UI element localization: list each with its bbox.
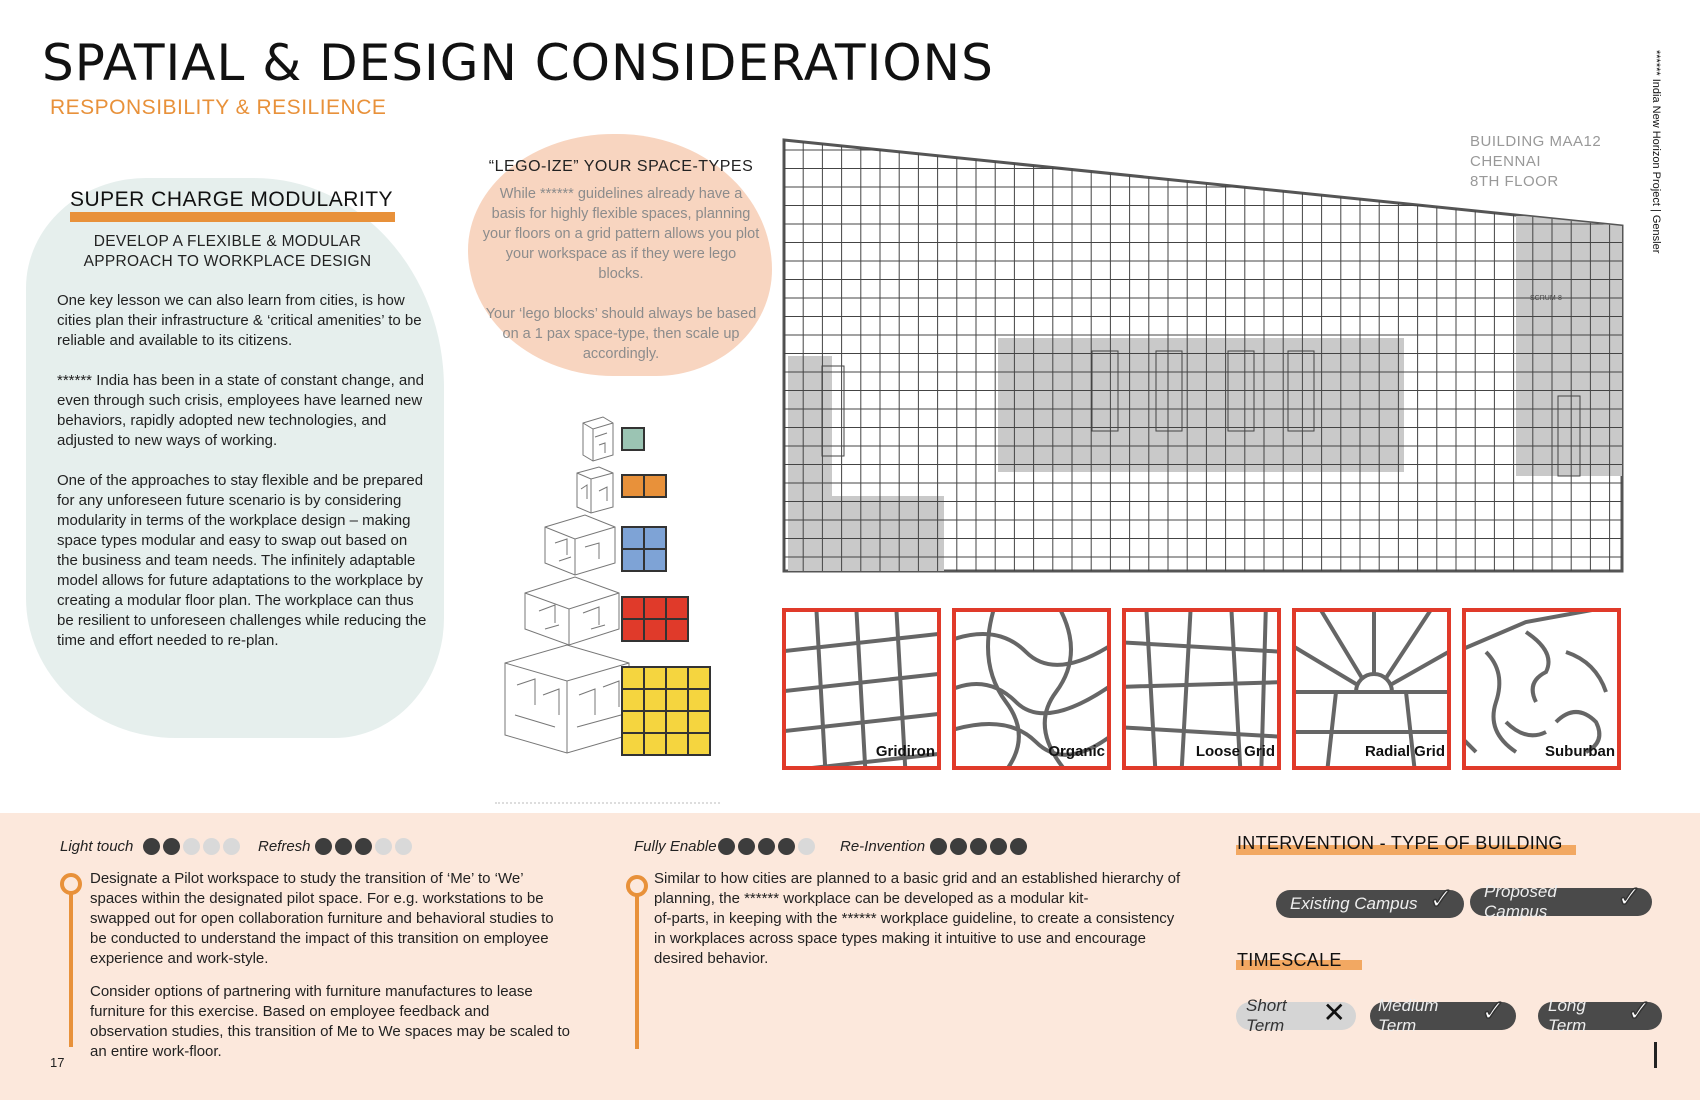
dot-filled (143, 838, 160, 855)
lego-cell (622, 667, 644, 689)
lego-cell (688, 689, 710, 711)
lego-cell (688, 733, 710, 755)
dot-filled (990, 838, 1007, 855)
proposed-campus-label: Proposed Campus (1484, 882, 1557, 921)
dot-filled (335, 838, 352, 855)
pattern-suburban (1462, 608, 1621, 770)
scale-refresh-dots (315, 838, 412, 855)
lego-cell (666, 711, 688, 733)
lego-block-6pax (621, 596, 689, 642)
lego-cell (644, 527, 666, 549)
core-shade (998, 338, 1404, 472)
scale-reinvention-dots (930, 838, 1027, 855)
check-icon: ✓ (1480, 995, 1506, 1028)
scale-fully-enable-dots (718, 838, 815, 855)
dot-filled (970, 838, 987, 855)
timescale-heading: TIMESCALE (1237, 950, 1342, 970)
pattern-label-loose-grid: Loose Grid (1195, 743, 1275, 760)
pattern-label-radial-grid: Radial Grid (1364, 743, 1445, 760)
timeline-right-circle (626, 875, 648, 897)
page-number: 17 (50, 1055, 65, 1070)
dot-empty (223, 838, 240, 855)
lego-body: While ****** guidelines already have a basis for highly flexible spaces, planning your floors on a grid pattern allows you plot your workspace as if they were lego blocks. Your ‘lego blocks’ should always be based on a 1 pax space-type, then scale up accordingly. (482, 186, 760, 362)
lego-cell (666, 689, 688, 711)
page-bar (1654, 1042, 1657, 1068)
furniture-text: Consider options of partnering with furniture manufactures to lease furniture for this exercise. Based on employee feedback and observation studies, this transition of Me to We spaces may be scaled to an entire work-floor. (90, 983, 570, 1060)
lego-cell (666, 667, 688, 689)
pattern-label-suburban: Suburban (1545, 743, 1615, 760)
dot-filled (163, 838, 180, 855)
scale-reinvention-label: Re-Invention (840, 838, 926, 855)
lego-cell (666, 597, 688, 619)
modularity-subheading: DEVELOP A FLEXIBLE & MODULAR APPROACH TO WORKPLACE DESIGN (83, 233, 372, 270)
timeline-left (69, 882, 73, 1047)
building-city: CHENNAI (1470, 153, 1542, 170)
lego-cell (666, 733, 688, 755)
lego-sketches (495, 415, 635, 755)
dot-filled (1010, 838, 1027, 855)
lego-cell (644, 667, 666, 689)
check-icon: ✓ (1616, 881, 1642, 914)
scale-refresh-label: Refresh (258, 838, 311, 855)
lego-cell (622, 475, 644, 497)
page-subtitle: RESPONSIBILITY & RESILIENCE (50, 96, 387, 119)
dot-filled (315, 838, 332, 855)
cross-icon: ✕ (1322, 997, 1346, 1028)
side-note-text: ****** India New Horizon Project | Gensler (1650, 50, 1662, 254)
lego-cell (622, 619, 644, 641)
lego-block-1pax (621, 427, 645, 451)
scale-light-touch-dots (143, 838, 240, 855)
lego-cell (688, 711, 710, 733)
long-term-pill (1538, 995, 1662, 1035)
timeline-left-circle (60, 873, 82, 895)
pattern-label-organic: Organic (1048, 743, 1105, 760)
lego-cell (688, 667, 710, 689)
dot-empty (375, 838, 392, 855)
dot-filled (758, 838, 775, 855)
lego-cell (622, 711, 644, 733)
lego-block-4pax (621, 526, 667, 572)
pilot-text: Designate a Pilot workspace to study the transition of ‘Me’ to ‘We’ spaces within the designated pilot space. For e.g. workstations to be swapped out for open collaboration furniture and behavioral studies to be conducted to understand the impact of this transition on employee experience and work-style. (90, 870, 554, 967)
dot-filled (355, 838, 372, 855)
sketch-4pax (545, 515, 615, 575)
lego-cell (622, 597, 644, 619)
lego-cell (666, 619, 688, 641)
kit-of-parts-text: Similar to how cities are planned to a basic grid and an established hierarchy of planning, the ****** workplace can be developed as a modular kit- of-parts, in keeping with the ****** workplace guideline, to create a consistency in workplaces across space types making it intuitive to use and encourage desired behavior. (654, 870, 1181, 967)
lego-cell (644, 711, 666, 733)
lego-block-2pax (621, 474, 667, 498)
timeline-right (635, 884, 639, 1049)
modularity-body: One key lesson we can also learn from cities, is how cities plan their infrastructure & ‘critical amenities’ to be reliable and available to its citizens. ****** India has been in a state of constant change, and even through such crisis, employees have learned new behaviors, rapidly adopted new technologies, and adjusted to new ways of working. One of the approaches to stay flexible and be prepared for any unforeseen future scenario is by considering modularity in terms of the workplace design – making space types modular and easy to swap out based on the business and team needs. The infinitely adaptable model allows for future adaptations to the workplace by creating a modular floor plan. The workplace can thus be resilient to unforeseen challenges while reducing the time and effort needed to re-plan. (57, 292, 427, 649)
sw-shade (788, 496, 944, 571)
modularity-heading: SUPER CHARGE MODULARITY (70, 188, 394, 211)
pattern-radial-grid (1292, 608, 1451, 770)
dot-filled (738, 838, 755, 855)
existing-campus-pill (1276, 883, 1464, 918)
intervention-heading: INTERVENTION - TYPE OF BUILDING (1237, 833, 1563, 853)
building-label (1470, 132, 1601, 192)
dot-empty (395, 838, 412, 855)
dot-filled (718, 838, 735, 855)
dot-filled (950, 838, 967, 855)
lego-cell (644, 475, 666, 497)
scale-light-touch-label: Light touch (60, 838, 134, 855)
lego-cell (644, 733, 666, 755)
sketch-2pax (577, 467, 613, 513)
pattern-organic (952, 608, 1111, 770)
building-floor: 8TH FLOOR (1470, 173, 1559, 190)
short-term-pill (1236, 996, 1356, 1035)
dot-empty (183, 838, 200, 855)
side-note (1646, 50, 1666, 290)
sketch-6pax (525, 577, 619, 645)
lego-cell (622, 428, 644, 450)
lego-cell (622, 549, 644, 571)
sketch-1pax (583, 417, 613, 461)
pattern-loose-grid (1122, 608, 1281, 770)
dotted-divider (495, 802, 720, 804)
medium-term-label: Medium Term (1378, 996, 1439, 1035)
lego-cell (622, 689, 644, 711)
building-name: BUILDING MAA12 (1470, 133, 1602, 150)
lego-cell (644, 549, 666, 571)
dot-empty (203, 838, 220, 855)
scale-fully-enable-label: Fully Enable (634, 838, 717, 855)
check-icon: ✓ (1428, 883, 1454, 916)
lego-cell (622, 527, 644, 549)
lego-heading: “LEGO-IZE” YOUR SPACE-TYPES (488, 158, 754, 175)
lego-cell (644, 619, 666, 641)
dot-filled (778, 838, 795, 855)
dot-empty (798, 838, 815, 855)
medium-term-pill (1370, 995, 1516, 1035)
page-title: SPATIAL & DESIGN CONSIDERATIONS (42, 34, 994, 92)
pattern-gridiron (782, 608, 941, 770)
dot-filled (930, 838, 947, 855)
lego-cell (622, 733, 644, 755)
check-icon: ✓ (1626, 995, 1652, 1028)
floor-plan (780, 136, 1630, 576)
short-term-label: Short Term (1246, 996, 1287, 1035)
proposed-campus-pill (1470, 881, 1652, 921)
sketch-16pax (505, 645, 629, 753)
lego-cell (644, 689, 666, 711)
existing-campus-label: Existing Campus (1290, 894, 1418, 913)
east-shade (1516, 216, 1622, 476)
long-term-label: Long Term (1548, 996, 1587, 1035)
room-label: SCRUM-8 (1530, 295, 1562, 302)
lego-cell (644, 597, 666, 619)
heading-underline (70, 212, 395, 222)
pattern-label-gridiron: Gridiron (875, 743, 935, 760)
lego-block-16pax (621, 666, 711, 756)
